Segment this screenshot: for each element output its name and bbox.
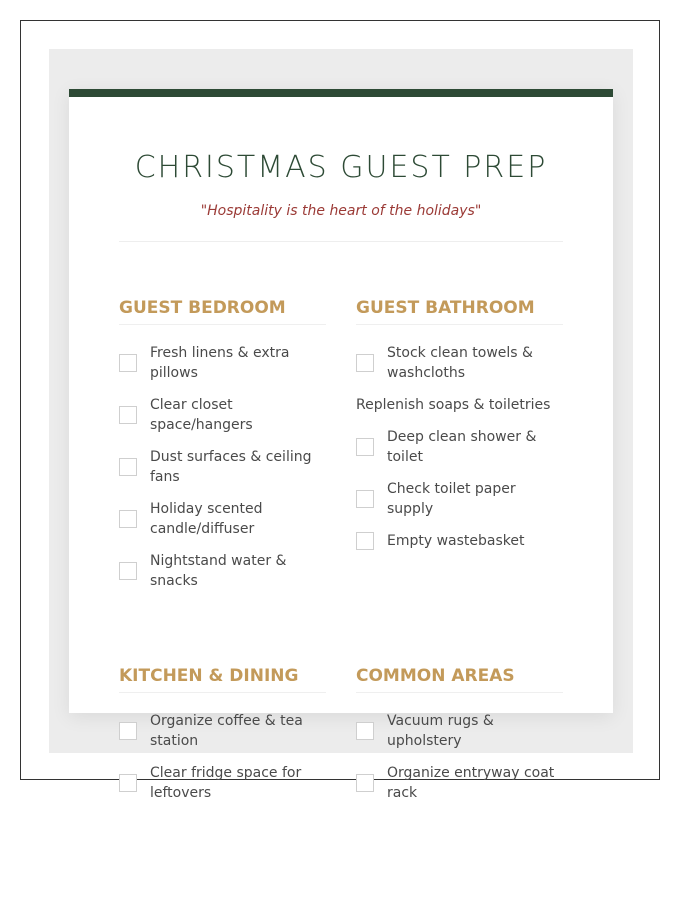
checkbox[interactable] (119, 562, 137, 580)
section-kitchen-dining (119, 666, 326, 815)
checklist-item[interactable] (356, 763, 563, 803)
checklist-item[interactable] (356, 479, 563, 519)
checklist-item[interactable] (119, 447, 326, 487)
checklist-item[interactable] (119, 551, 326, 591)
checklist-item-label: Empty wastebasket (387, 533, 525, 549)
checklist-item-label: Clear closet space/hangers (150, 397, 253, 433)
checklist (356, 711, 563, 803)
section-guest-bathroom (356, 298, 563, 563)
section-heading: COMMON AREAS (356, 666, 563, 693)
checklist (119, 711, 326, 803)
checklist-item[interactable] (356, 531, 563, 551)
checklist-item[interactable] (356, 343, 563, 383)
tagline-quote: "Hospitality is the heart of the holidays" (200, 203, 482, 219)
checkbox[interactable] (356, 774, 374, 792)
checklist-item[interactable] (119, 343, 326, 383)
section-heading: GUEST BEDROOM (119, 298, 326, 325)
section-heading: GUEST BATHROOM (356, 298, 563, 325)
section-guest-bedroom (119, 298, 326, 603)
checklist-item[interactable] (119, 499, 326, 539)
checklist (356, 343, 563, 551)
checklist-item-label: Deep clean shower & toilet (387, 429, 537, 465)
checkbox[interactable] (356, 354, 374, 372)
title-divider (119, 241, 563, 242)
checkbox[interactable] (356, 722, 374, 740)
checkbox[interactable] (119, 354, 137, 372)
checklist-item-label: Stock clean towels & washcloths (387, 345, 533, 381)
checkbox[interactable] (356, 490, 374, 508)
checklist-item[interactable] (119, 763, 326, 803)
checklist-item-no-checkbox: Replenish soaps & toiletries (356, 397, 551, 413)
section-heading: KITCHEN & DINING (119, 666, 326, 693)
section-common-areas (356, 666, 563, 815)
checklist (119, 343, 326, 591)
checkbox[interactable] (119, 774, 137, 792)
checklist-item[interactable] (356, 711, 563, 751)
page-title: CHRISTMAS GUEST PREP (134, 150, 548, 185)
checklist-item[interactable] (119, 395, 326, 435)
checklist-item-label: Organize coffee & tea station (150, 713, 303, 749)
checklist-item-label: Holiday scented candle/diffuser (150, 501, 263, 537)
checkbox[interactable] (356, 532, 374, 550)
checklist-item[interactable] (356, 427, 563, 467)
checklist-item-label: Dust surfaces & ceiling fans (150, 449, 312, 485)
checklist-item-label: Vacuum rugs & upholstery (387, 713, 494, 749)
checkbox[interactable] (119, 722, 137, 740)
checklist-item-label: Clear fridge space for leftovers (150, 765, 302, 801)
checkbox[interactable] (119, 406, 137, 424)
checkbox[interactable] (356, 438, 374, 456)
checklist-item-label: Organize entryway coat rack (387, 765, 555, 801)
checklist-item[interactable] (119, 711, 326, 751)
checklist-item-label: Fresh linens & extra pillows (150, 345, 290, 381)
checklist-item-label: Nightstand water & snacks (150, 553, 287, 589)
checkbox[interactable] (119, 458, 137, 476)
checklist-item-label: Check toilet paper supply (387, 481, 516, 517)
checkbox[interactable] (119, 510, 137, 528)
